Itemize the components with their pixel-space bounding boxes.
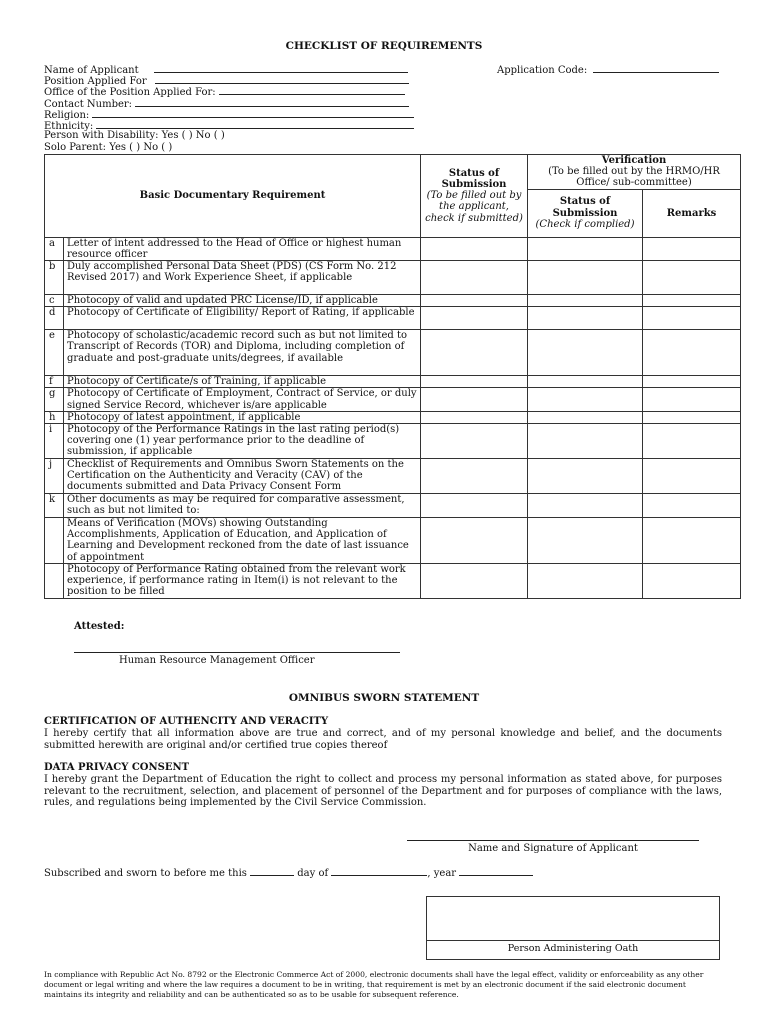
- field-pwd[interactable]: Person with Disability: Yes ( ) No ( ): [44, 130, 225, 141]
- remarks-cell[interactable]: [643, 237, 741, 260]
- status-submission-cell[interactable]: [421, 307, 528, 330]
- remarks-cell[interactable]: [643, 388, 741, 411]
- status-submission-cell[interactable]: [421, 494, 528, 518]
- status-submission-cell[interactable]: [421, 376, 528, 388]
- status-submission-cell[interactable]: [421, 424, 528, 459]
- field-label: Position Applied For: [44, 76, 147, 87]
- field-label: Religion:: [44, 110, 90, 121]
- verification-status-cell[interactable]: [528, 459, 643, 494]
- dpc-title: DATA PRIVACY CONSENT: [44, 762, 190, 773]
- field-label: Contact Number:: [44, 99, 133, 110]
- dpc-text: I hereby grant the Department of Education the right to collect and process my personal information as stated above, for purposes relevant to the recruitment, selection, and placement of personnel of the Department and for purposes of compliance with the laws, rules, and regulations being implemented by the Civil Service Commission.: [44, 774, 722, 808]
- remarks-cell[interactable]: [643, 261, 741, 295]
- status-submission-cell[interactable]: [421, 563, 528, 598]
- religion-line[interactable]: [92, 108, 414, 118]
- position-line[interactable]: [155, 74, 409, 84]
- verification-status-cell[interactable]: [528, 518, 643, 564]
- oath-box[interactable]: [426, 896, 720, 960]
- row-letter: d: [45, 307, 64, 330]
- cav-title: CERTIFICATION OF AUTHENCITY AND VERACITY: [44, 716, 329, 727]
- row-letter: g: [45, 388, 64, 411]
- row-letter: c: [45, 295, 64, 307]
- row-requirement-text: Photocopy of Performance Rating obtained from the relevant work experience, if performance rating in Item(i) is not relevant to the position to be filled: [64, 563, 421, 598]
- field-label: Ethnicity:: [44, 121, 94, 132]
- row-letter: [45, 518, 64, 564]
- status-submission-cell[interactable]: [421, 518, 528, 564]
- remarks-cell[interactable]: [643, 459, 741, 494]
- row-requirement-text: Photocopy of valid and updated PRC License/ID, if applicable: [64, 295, 421, 307]
- verification-status-cell[interactable]: [528, 295, 643, 307]
- remarks-cell[interactable]: [643, 494, 741, 518]
- table-row: [45, 518, 741, 564]
- field-label: Application Code:: [497, 65, 588, 76]
- remarks-cell[interactable]: [643, 295, 741, 307]
- status-submission-cell[interactable]: [421, 459, 528, 494]
- status-submission-cell[interactable]: [421, 237, 528, 260]
- requirements-body: [45, 237, 741, 598]
- cav-text: I hereby certify that all information above are true and correct, and of my personal knowledge and belief, and the documents submitted herewith are original and/or certified true copies thereof: [44, 728, 722, 751]
- row-requirement-text: Photocopy of the Performance Ratings in the last rating period(s) covering one (1) year performance prior to the deadline of submission, if applicable: [64, 424, 421, 459]
- table-row: [45, 330, 741, 376]
- table-row: [45, 237, 741, 260]
- hrmo-signature-line: [74, 652, 400, 653]
- row-requirement-text: Photocopy of Certificate of Eligibility/ Report of Rating, if applicable: [64, 307, 421, 330]
- table-row: [45, 295, 741, 307]
- table-row: [45, 424, 741, 459]
- row-requirement-text: Photocopy of Certificate/s of Training, if applicable: [64, 376, 421, 388]
- remarks-cell[interactable]: [643, 330, 741, 376]
- row-letter: k: [45, 494, 64, 518]
- requirements-table: [44, 154, 741, 599]
- sworn-day-field[interactable]: [250, 866, 294, 876]
- row-letter: a: [45, 237, 64, 260]
- row-letter: i: [45, 424, 64, 459]
- status-submission-cell[interactable]: [421, 388, 528, 411]
- header-row: [45, 155, 741, 190]
- verification-status-cell[interactable]: [528, 494, 643, 518]
- table-row: [45, 411, 741, 423]
- document-title: CHECKLIST OF REQUIREMENTS: [285, 40, 483, 52]
- table-row: [45, 494, 741, 518]
- field-label: Office of the Position Applied For:: [44, 87, 216, 98]
- sworn-year-field[interactable]: [459, 866, 533, 876]
- ethnicity-line[interactable]: [96, 119, 414, 129]
- row-requirement-text: Means of Verification (MOVs) showing Outstanding Accomplishments, Application of Education, and Application of Learning and Development reckoned from the date of last issuance of appointment: [64, 518, 421, 564]
- row-letter: b: [45, 261, 64, 295]
- status-submission-cell[interactable]: [421, 261, 528, 295]
- hrmo-label: Human Resource Management Officer: [119, 655, 315, 666]
- row-letter: [45, 563, 64, 598]
- verification-status-cell[interactable]: [528, 388, 643, 411]
- verification-status-cell[interactable]: [528, 563, 643, 598]
- applicant-signature-line[interactable]: [407, 840, 699, 841]
- table-row: [45, 563, 741, 598]
- verification-status-cell[interactable]: [528, 307, 643, 330]
- row-requirement-text: Photocopy of Certificate of Employment, Contract of Service, or duly signed Service Record, whichever is/are applicable: [64, 388, 421, 411]
- row-letter: e: [45, 330, 64, 376]
- table-row: [45, 376, 741, 388]
- row-requirement-text: Photocopy of latest appointment, if applicable: [64, 411, 421, 423]
- row-requirement-text: Duly accomplished Personal Data Sheet (PDS) (CS Form No. 212 Revised 2017) and Work Experience Sheet, if applicable: [64, 261, 421, 295]
- name-line[interactable]: [154, 63, 408, 73]
- oath-divider: [427, 940, 719, 941]
- remarks-cell[interactable]: [643, 563, 741, 598]
- contact-line[interactable]: [135, 97, 409, 107]
- application-code-line[interactable]: [593, 63, 719, 73]
- field-application-code[interactable]: [497, 63, 719, 76]
- attested-label: Attested:: [74, 621, 125, 632]
- row-requirement-text: Photocopy of scholastic/academic record such as but not limited to Transcript of Records (TOR) and Diploma, including completion of graduate and post-graduate units/degrees, if available: [64, 330, 421, 376]
- applicant-signature-label: Name and Signature of Applicant: [468, 843, 638, 854]
- sworn-month-field[interactable]: [331, 866, 427, 876]
- verification-status-cell[interactable]: [528, 411, 643, 423]
- row-letter: f: [45, 376, 64, 388]
- verification-status-cell[interactable]: [528, 424, 643, 459]
- status-submission-cell[interactable]: [421, 411, 528, 423]
- verification-header: Verification (To be filled out by the HRMO/HR Office/ sub-committee): [528, 155, 741, 190]
- status-header: Status of Submission (To be filled out by the applicant, check if submitted): [421, 155, 528, 238]
- sworn-statement: Subscribed and sworn to before me this day of , year: [44, 866, 533, 879]
- row-requirement-text: Letter of intent addressed to the Head of Office or highest human resource officer: [64, 237, 421, 260]
- office-line[interactable]: [219, 85, 405, 95]
- status-submission-cell[interactable]: [421, 295, 528, 307]
- omnibus-title: OMNIBUS SWORN STATEMENT: [288, 692, 480, 704]
- row-requirement-text: Checklist of Requirements and Omnibus Sworn Statements on the Certification on the Authenticity and Veracity (CAV) of the documents submitted and Data Privacy Consent Form: [64, 459, 421, 494]
- status-submission-cell[interactable]: [421, 330, 528, 376]
- remarks-cell[interactable]: [643, 307, 741, 330]
- table-row: [45, 388, 741, 411]
- verification-status-cell[interactable]: [528, 376, 643, 388]
- verification-status-cell[interactable]: [528, 330, 643, 376]
- verification-status-cell[interactable]: [528, 261, 643, 295]
- verification-status-header: Status of Submission (Check if complied): [528, 189, 643, 237]
- remarks-cell[interactable]: [643, 376, 741, 388]
- remarks-header: Remarks: [643, 189, 741, 237]
- remarks-cell[interactable]: [643, 424, 741, 459]
- table-row: [45, 261, 741, 295]
- oath-label: Person Administering Oath: [507, 943, 639, 954]
- footnote: In compliance with Republic Act No. 8792 or the Electronic Commerce Act of 2000, electronic documents shall have the legal effect, validity or enforceability as any other document or legal writing and where the law requires a document to be in writing, that requirement is met by an electronic document if the said electronic document maintains its integrity and reliability and can be authenticated so as to be usable for subsequent reference.: [44, 970, 704, 1000]
- verification-status-cell[interactable]: [528, 237, 643, 260]
- row-letter: h: [45, 411, 64, 423]
- remarks-cell[interactable]: [643, 518, 741, 564]
- field-label: Name of Applicant: [44, 65, 139, 76]
- table-row: [45, 459, 741, 494]
- row-letter: j: [45, 459, 64, 494]
- field-solo-parent[interactable]: Solo Parent: Yes ( ) No ( ): [44, 142, 173, 153]
- row-requirement-text: Other documents as may be required for comparative assessment, such as but not limited to:: [64, 494, 421, 518]
- remarks-cell[interactable]: [643, 411, 741, 423]
- requirement-header: Basic Documentary Requirement: [45, 155, 421, 238]
- table-row: [45, 307, 741, 330]
